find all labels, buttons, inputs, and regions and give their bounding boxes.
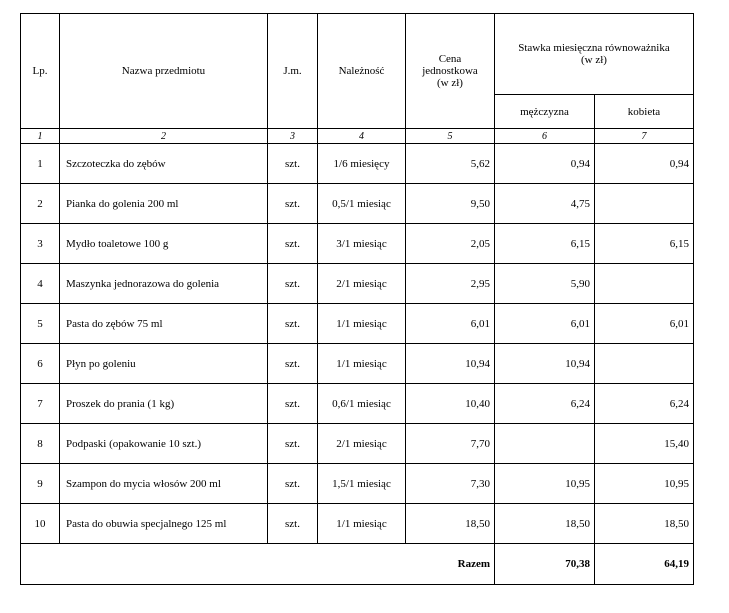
cell-item-name: Mydło toaletowe 100 g xyxy=(60,224,268,264)
cell-unit: szt. xyxy=(268,424,318,464)
column-number: 2 xyxy=(60,129,268,144)
table-row xyxy=(21,184,694,224)
header-rate-line2: (w zł) xyxy=(581,54,607,66)
header-due: Należność xyxy=(318,14,406,129)
cell-male-rate: 4,75 xyxy=(495,184,595,224)
cell-female-rate: 15,40 xyxy=(595,424,694,464)
cell-price: 5,62 xyxy=(406,144,495,184)
table-row xyxy=(21,504,694,544)
header-lp: Lp. xyxy=(21,14,60,129)
column-number: 1 xyxy=(21,129,60,144)
cell-unit: szt. xyxy=(268,224,318,264)
cell-price: 18,50 xyxy=(406,504,495,544)
equivalent-rates-table xyxy=(20,13,694,585)
cell-due: 1/1 miesiąc xyxy=(318,344,406,384)
column-number: 5 xyxy=(406,129,495,144)
cell-price: 7,70 xyxy=(406,424,495,464)
cell-lp: 2 xyxy=(21,184,60,224)
cell-item-name: Pasta do obuwia specjalnego 125 ml xyxy=(60,504,268,544)
header-rate xyxy=(495,14,694,95)
cell-price: 10,94 xyxy=(406,344,495,384)
cell-unit: szt. xyxy=(268,264,318,304)
cell-female-rate: 18,50 xyxy=(595,504,694,544)
cell-due: 0,5/1 miesiąc xyxy=(318,184,406,224)
cell-item-name: Pasta do zębów 75 ml xyxy=(60,304,268,344)
cell-due: 1/1 miesiąc xyxy=(318,304,406,344)
cell-price: 6,01 xyxy=(406,304,495,344)
cell-item-name: Proszek do prania (1 kg) xyxy=(60,384,268,424)
cell-female-rate: 6,15 xyxy=(595,224,694,264)
column-number: 4 xyxy=(318,129,406,144)
cell-male-rate: 10,94 xyxy=(495,344,595,384)
cell-lp: 3 xyxy=(21,224,60,264)
cell-item-name: Płyn po goleniu xyxy=(60,344,268,384)
total-male: 70,38 xyxy=(495,544,595,585)
cell-lp: 10 xyxy=(21,504,60,544)
cell-lp: 1 xyxy=(21,144,60,184)
header-rate-line1: Stawka miesięczna równoważnika xyxy=(518,42,670,54)
cell-female-rate xyxy=(595,344,694,384)
column-number: 6 xyxy=(495,129,595,144)
cell-unit: szt. xyxy=(268,464,318,504)
table-row xyxy=(21,344,694,384)
cell-item-name: Szczoteczka do zębów xyxy=(60,144,268,184)
cell-unit: szt. xyxy=(268,504,318,544)
table-row xyxy=(21,224,694,264)
cell-female-rate: 0,94 xyxy=(595,144,694,184)
total-female: 64,19 xyxy=(595,544,694,585)
cell-male-rate: 0,94 xyxy=(495,144,595,184)
cell-lp: 9 xyxy=(21,464,60,504)
cell-lp: 6 xyxy=(21,344,60,384)
total-label: Razem xyxy=(21,544,495,585)
cell-unit: szt. xyxy=(268,184,318,224)
header-male: mężczyzna xyxy=(495,95,595,129)
header-female: kobieta xyxy=(595,95,694,129)
cell-unit: szt. xyxy=(268,304,318,344)
column-number: 3 xyxy=(268,129,318,144)
table-row xyxy=(21,144,694,184)
cell-lp: 5 xyxy=(21,304,60,344)
table-row xyxy=(21,424,694,464)
cell-due: 0,6/1 miesiąc xyxy=(318,384,406,424)
cell-female-rate xyxy=(595,184,694,224)
cell-item-name: Pianka do golenia 200 ml xyxy=(60,184,268,224)
cell-due: 3/1 miesiąc xyxy=(318,224,406,264)
cell-item-name: Maszynka jednorazowa do golenia xyxy=(60,264,268,304)
table-row xyxy=(21,264,694,304)
cell-due: 1,5/1 miesiąc xyxy=(318,464,406,504)
cell-price: 7,30 xyxy=(406,464,495,504)
table-row xyxy=(21,304,694,344)
cell-female-rate: 6,24 xyxy=(595,384,694,424)
cell-item-name: Szampon do mycia włosów 200 ml xyxy=(60,464,268,504)
cell-unit: szt. xyxy=(268,344,318,384)
cell-male-rate: 10,95 xyxy=(495,464,595,504)
cell-price: 2,05 xyxy=(406,224,495,264)
column-number: 7 xyxy=(595,129,694,144)
cell-due: 2/1 miesiąc xyxy=(318,424,406,464)
total-row xyxy=(21,544,694,585)
header-price-line1: Cena xyxy=(438,53,462,65)
header-unit: J.m. xyxy=(268,14,318,129)
header-price-line2: jednostkowa xyxy=(422,65,478,77)
cell-female-rate: 6,01 xyxy=(595,304,694,344)
cell-unit: szt. xyxy=(268,384,318,424)
cell-unit: szt. xyxy=(268,144,318,184)
cell-lp: 7 xyxy=(21,384,60,424)
table-row xyxy=(21,464,694,504)
cell-due: 1/1 miesiąc xyxy=(318,504,406,544)
cell-male-rate: 18,50 xyxy=(495,504,595,544)
cell-male-rate xyxy=(495,424,595,464)
cell-female-rate: 10,95 xyxy=(595,464,694,504)
cell-male-rate: 6,01 xyxy=(495,304,595,344)
cell-price: 2,95 xyxy=(406,264,495,304)
cell-due: 1/6 miesięcy xyxy=(318,144,406,184)
cell-due: 2/1 miesiąc xyxy=(318,264,406,304)
cell-lp: 4 xyxy=(21,264,60,304)
table-row xyxy=(21,384,694,424)
cell-price: 9,50 xyxy=(406,184,495,224)
cell-male-rate: 5,90 xyxy=(495,264,595,304)
header-price-line3: (w zł) xyxy=(437,77,463,89)
cell-female-rate xyxy=(595,264,694,304)
header-name: Nazwa przedmiotu xyxy=(60,14,268,129)
column-number-row xyxy=(21,129,694,144)
cell-male-rate: 6,24 xyxy=(495,384,595,424)
cell-price: 10,40 xyxy=(406,384,495,424)
cell-lp: 8 xyxy=(21,424,60,464)
header-price xyxy=(406,14,495,129)
cell-male-rate: 6,15 xyxy=(495,224,595,264)
cell-item-name: Podpaski (opakowanie 10 szt.) xyxy=(60,424,268,464)
table-body xyxy=(21,144,694,544)
